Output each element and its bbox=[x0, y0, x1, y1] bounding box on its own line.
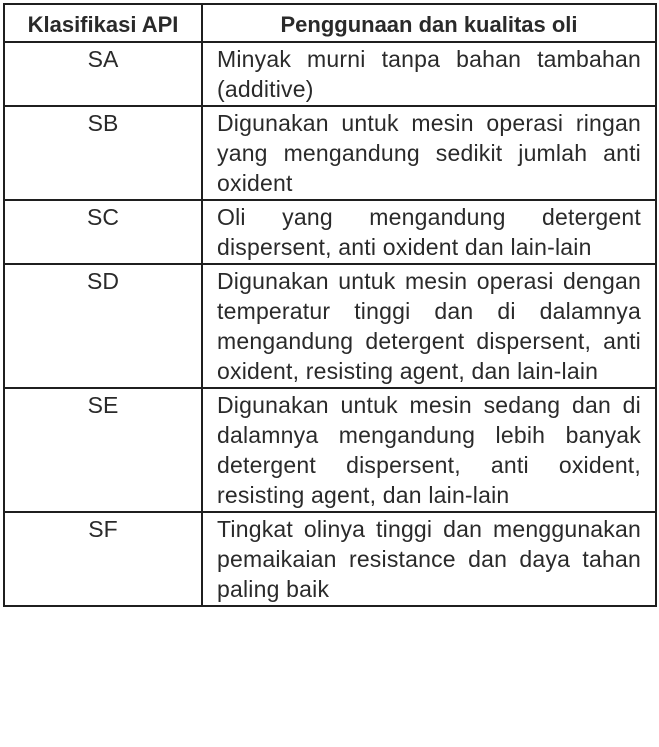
table-row bbox=[4, 106, 656, 200]
usage-description-cell: Minyak murni tanpa bahan tambahan (additive) bbox=[202, 42, 656, 106]
header-row bbox=[4, 4, 656, 42]
api-code-cell: SC bbox=[4, 200, 202, 264]
api-classification-table bbox=[3, 3, 657, 607]
usage-description-cell: Digunakan untuk mesin operasi dengan temperatur tinggi dan di dalamnya mengandung detergent dispersent, anti oxident, resisting agent, dan lain-lain bbox=[202, 264, 656, 388]
api-code-cell: SB bbox=[4, 106, 202, 200]
usage-description-cell: Digunakan untuk mesin sedang dan di dalamnya mengandung lebih banyak detergent dispersent, anti oxident, resisting agent, dan lain-lain bbox=[202, 388, 656, 512]
api-code-cell: SE bbox=[4, 388, 202, 512]
api-code-cell: SF bbox=[4, 512, 202, 606]
usage-description-cell: Tingkat olinya tinggi dan menggunakan pemaikaian resistance dan daya tahan paling baik bbox=[202, 512, 656, 606]
api-code-cell: SD bbox=[4, 264, 202, 388]
table-row bbox=[4, 388, 656, 512]
header-usage: Penggunaan dan kualitas oli bbox=[202, 4, 656, 42]
table-row bbox=[4, 512, 656, 606]
table-row bbox=[4, 200, 656, 264]
usage-description-cell: Digunakan untuk mesin operasi ringan yang mengandung sedikit jumlah anti oxident bbox=[202, 106, 656, 200]
api-code-cell: SA bbox=[4, 42, 202, 106]
usage-description-cell: Oli yang mengandung detergent dispersent, anti oxident dan lain-lain bbox=[202, 200, 656, 264]
table-row bbox=[4, 264, 656, 388]
table-row bbox=[4, 42, 656, 106]
header-classification: Klasifikasi API bbox=[4, 4, 202, 42]
